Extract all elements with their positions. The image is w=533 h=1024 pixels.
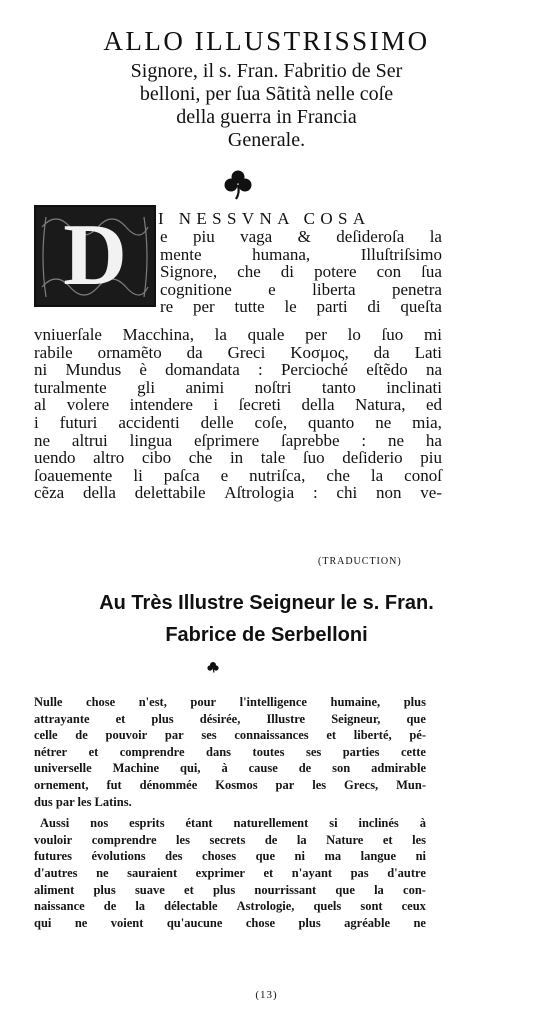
text-line: cẽza della delettabile Aſtrologia : chi non ve- [34, 483, 442, 503]
text-line: turalmente gli animi noſtri tanto inclinati [34, 377, 442, 397]
page-number: (13) [255, 989, 278, 1001]
text-line: Signore, che di potere con ſua [160, 262, 442, 282]
text-line: d'autres ne sauraient exprimer et n'ayant pas d'autre [34, 865, 426, 880]
dedication-line: Generale. [227, 129, 306, 151]
first-line: I NESSVNA COSA [158, 209, 371, 228]
text-line: universelle Machine qui, à cause de son admirable [34, 761, 426, 776]
italian-body-lines [34, 326, 442, 502]
text-line: nétrer et comprendre dans toutes ses parties cette [34, 744, 426, 759]
text-line: ornement, fut dénommée Kosmos par les Grecs, Mun- [34, 777, 426, 792]
clover-icon [222, 168, 254, 200]
text-line: Aussi nos esprits étant naturellement si inclinés à [40, 816, 426, 831]
leaf-icon [206, 661, 220, 673]
text-line: celle de pouvoir par ses connaissances et liberté, pé- [34, 728, 426, 743]
text-line: re per tutte le parti di queſta [160, 297, 442, 317]
translation-title: Au Très Illustre Seigneur le s. Fran. [99, 592, 434, 614]
dedication-line: della guerra in Francia [176, 106, 357, 128]
drop-cap-letter: D [63, 207, 127, 304]
translation-subtitle: Fabrice de Serbelloni [165, 624, 368, 646]
text-line: ne altrui lingua eſprimere ſaprebbe : ne ha [34, 430, 442, 450]
text-line: mente humana, Illuſtriſsimo [160, 244, 442, 264]
dedication-line: belloni, per ſua Sãtità nelle coſe [139, 83, 394, 105]
text-line: qui ne voient qu'aucune chose plus agréable ne [34, 915, 426, 930]
text-line: Nulle chose n'est, pour l'intelligence humaine, plus [34, 695, 426, 709]
text-line: naissance de la délectable Astrologie, quels sont ceux [34, 899, 426, 914]
text-line: ſoauemente li paſca e nutriſca, che la conoſ [34, 465, 442, 485]
dedication-title: ALLO ILLUSTRISSIMO [103, 26, 430, 56]
translation-label: (TRADUCTION) [318, 556, 402, 567]
dedication-line: Signore, il s. Fran. Fabritio de Ser [130, 60, 403, 82]
text-line: attrayante et plus désirée, Illustre Seigneur, que [34, 711, 426, 726]
text-line: vouloir comprendre les secrets de la Nature et les [34, 832, 426, 847]
text-line: aliment plus suave et plus nourrissant que la con- [34, 882, 426, 897]
text-line: rabile ornamẽto da Greci Κοσμος, da Lati [34, 342, 442, 362]
italian-side-lines [160, 228, 442, 316]
text-line: ni Mundus è domandata : Percioché eſtẽdo na [34, 360, 442, 380]
text-line: e piu vaga & deſideroſa la [160, 227, 442, 246]
drop-cap [34, 205, 156, 307]
text-line: al volere intendere i ſecreti della Natura, ed [34, 395, 442, 415]
text-line: cognitione e liberta penetra [160, 279, 442, 299]
text-line: uendo altro cibo che in tale ſuo deſiderio piu [34, 448, 442, 468]
dedication-lines [0, 60, 533, 152]
text-line: vniuerſale Macchina, la quale per lo ſuo mi [34, 325, 442, 344]
text-line: dus par les Latins. [34, 794, 132, 809]
text-line: i futuri accidenti delle coſe, quanto ne mia, [34, 412, 442, 432]
translation-body [34, 694, 426, 931]
text-line: futures évolutions des choses que ni ma langue ni [34, 849, 426, 864]
